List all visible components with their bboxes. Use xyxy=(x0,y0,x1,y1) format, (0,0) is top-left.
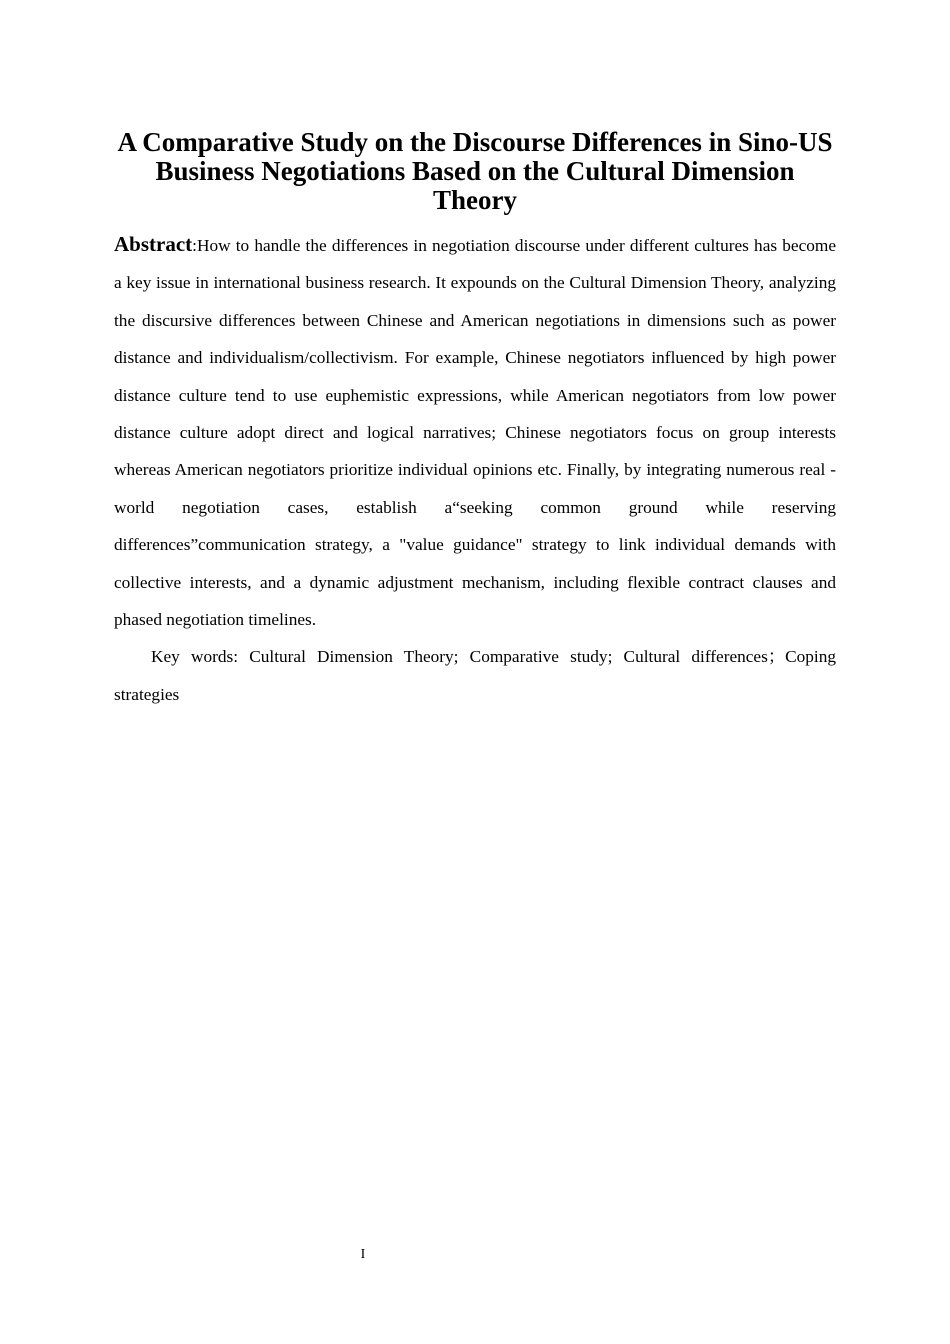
abstract-text: How to handle the differences in negotiation discourse under different cultures has become a key issue in international business research. It expounds on the Cultural Dimension Theory, analyzing the discursive differences between Chinese and American negotiations in dimensions such as power distance and individualism/collectivism. For example, Chinese negotiators influenced by high power distance culture tend to use euphemistic expressions, while American negotiators from low power distance culture adopt direct and logical narratives; Chinese negotiators focus on group interests whereas American negotiators prioritize individual opinions etc. Finally, by integrating numerous real - world negotiation cases, establish a“seeking common ground while reserving differences”communication strategy, a "value guidance" strategy to link individual demands with collective interests, and a dynamic adjustment mechanism, including flexible contract clauses and phased negotiation timelines. xyxy=(114,236,836,630)
keywords-label: Key words: xyxy=(151,647,239,667)
abstract-paragraph xyxy=(114,226,836,638)
document-title: A Comparative Study on the Discourse Differences in Sino-US Business Negotiations Based on the Cultural Dimension Theory xyxy=(117,127,833,215)
abstract-section xyxy=(114,226,836,713)
page-number: I xyxy=(360,1247,366,1262)
abstract-separator: : xyxy=(192,236,197,255)
abstract-heading: Abstract xyxy=(114,232,193,256)
keywords-text: Cultural Dimension Theory; Comparative study; Cultural differences；Coping strategies xyxy=(114,647,836,704)
keywords-paragraph xyxy=(114,638,836,713)
